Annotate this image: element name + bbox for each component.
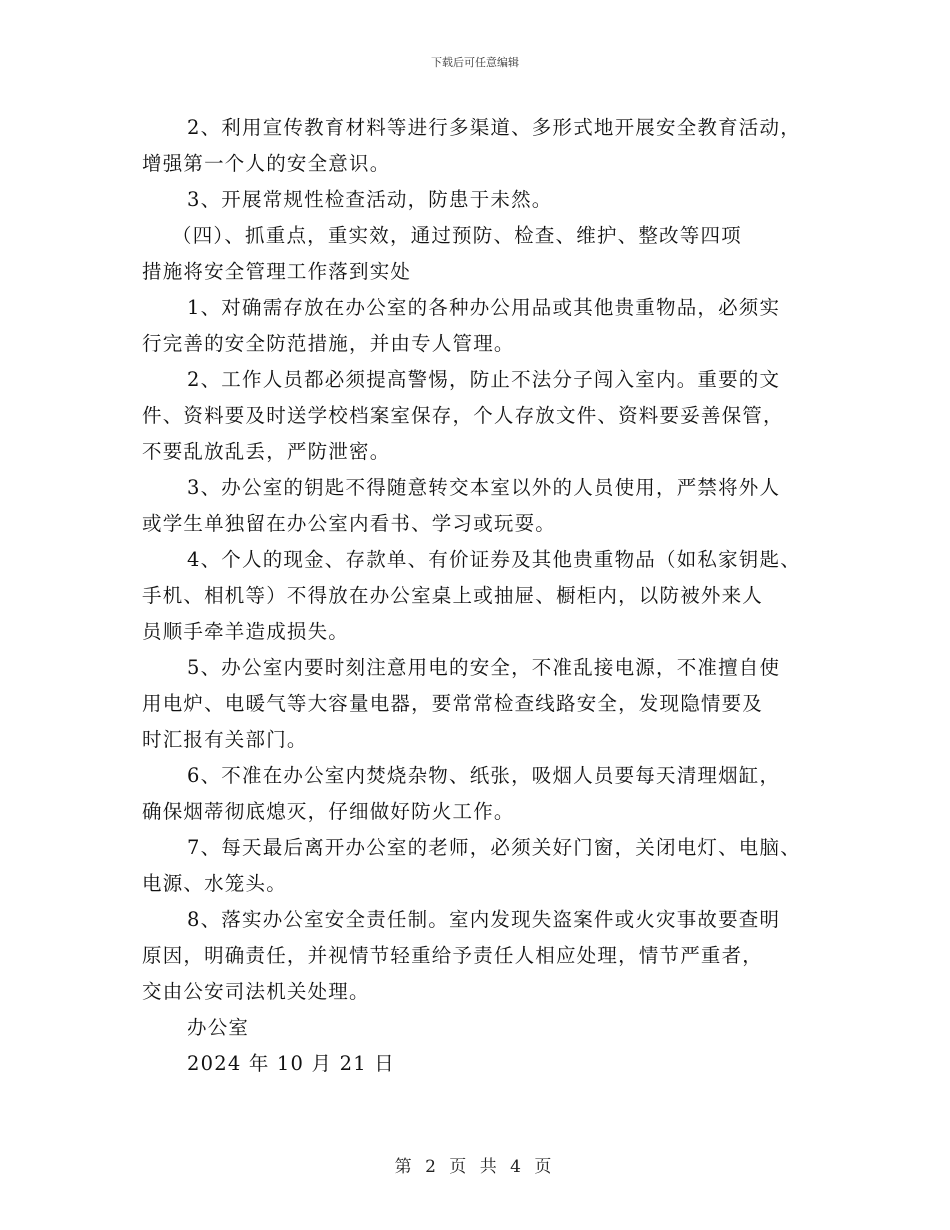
text-line: 2、工作人员都必须提高警惕，防止不法分子闯入室内。重要的文 <box>187 368 781 391</box>
text-line: 员顺手牵羊造成损失。 <box>142 620 350 643</box>
text-line: 3、开展常规性检查活动，防患于未然。 <box>187 188 553 211</box>
page-header-note: 下载后可任意编辑 <box>431 56 519 69</box>
section-heading-line: 措施将安全管理工作落到实处 <box>142 260 412 283</box>
section-heading-line: （四）、抓重点，重实效，通过预防、检查、维护、整改等四项 <box>172 224 742 247</box>
signature-department: 办公室 <box>187 1016 250 1039</box>
text-line: 不要乱放乱丢，严防泄密。 <box>142 440 391 463</box>
text-line: 原因，明确责任，并视情节轻重给予责任人相应处理，情节严重者， <box>142 944 764 967</box>
text-line: 或学生单独留在办公室内看书、学习或玩耍。 <box>142 512 557 535</box>
text-line: 行完善的安全防范措施，并由专人管理。 <box>142 332 515 355</box>
document-body <box>142 110 822 1082</box>
text-line: 增强第一个人的安全意识。 <box>142 152 391 175</box>
text-line: 7、每天最后离开办公室的老师，必须关好门窗，关闭电灯、电脑、 <box>187 836 801 859</box>
text-line: 1、对确需存放在办公室的各种办公用品或其他贵重物品，必须实 <box>187 296 781 319</box>
text-line: 2、利用宣传教育材料等进行多渠道、多形式地开展安全教育活动， <box>187 116 801 139</box>
text-line: 4、个人的现金、存款单、有价证券及其他贵重物品（如私家钥匙、 <box>187 548 801 571</box>
text-line: 用电炉、电暖气等大容量电器，要常常检查线路安全，发现隐情要及 <box>142 692 764 715</box>
text-line: 时汇报有关部门。 <box>142 728 308 751</box>
text-line: 电源、水笼头。 <box>142 872 287 895</box>
signature-date: 2024 年 10 月 21 日 <box>187 1052 395 1075</box>
text-line: 3、办公室的钥匙不得随意转交本室以外的人员使用，严禁将外人 <box>187 476 781 499</box>
text-line: 5、办公室内要时刻注意用电的安全，不准乱接电源，不准擅自使 <box>187 656 781 679</box>
text-line: 确保烟蒂彻底熄灭，仔细做好防火工作。 <box>142 800 515 823</box>
page-footer: 第 2 页 共 4 页 <box>394 1157 556 1177</box>
text-line: 8、落实办公室安全责任制。室内发现失盗案件或火灾事故要查明 <box>187 908 781 931</box>
text-line: 6、不准在办公室内焚烧杂物、纸张，吸烟人员要每天清理烟缸， <box>187 764 781 787</box>
text-line: 手机、相机等）不得放在办公室桌上或抽屉、橱柜内，以防被外来人 <box>142 584 764 607</box>
text-line: 件、资料要及时送学校档案室保存，个人存放文件、资料要妥善保管， <box>142 404 784 427</box>
text-line: 交由公安司法机关处理。 <box>142 980 370 1003</box>
